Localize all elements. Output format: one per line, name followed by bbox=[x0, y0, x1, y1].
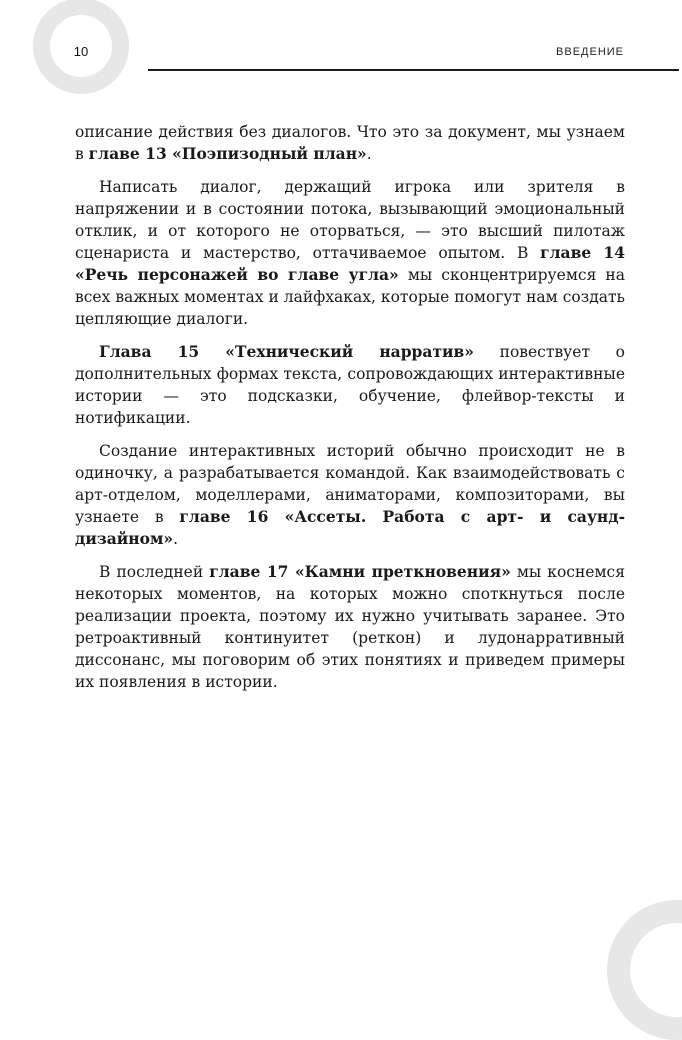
paragraph: В последней главе 17 «Камни преткновения» мы коснемся некоторых моментов, на которых можно споткнуться после реализации проекта, поэтому их нужно учитывать заранее. Это ретроактивный континуитет (реткон) и лудонарративный диссонанс, мы поговорим об этих понятиях и приведем примеры их появления в истории. bbox=[75, 562, 625, 691]
paragraph: Глава 15 «Технический нарратив» повествует о дополнительных формах текста, сопровождающих интерактивные истории — это подсказки, обучение, флейвор-тексты и нотификации. bbox=[75, 342, 625, 427]
page-number: 10 bbox=[73, 44, 89, 59]
body-text bbox=[75, 121, 625, 704]
section-title: ВВЕДЕНИЕ bbox=[556, 46, 624, 58]
paragraph: Создание интерактивных историй обычно происходит не в одиночку, а разрабатывается командой. Как взаимодействовать с арт-отделом, моделлерами, аниматорами, композиторами, вы узнаете в главе 16 «Ассеты. Работа с арт- и саунд-дизайном». bbox=[75, 442, 626, 548]
paragraph: описание действия без диалогов. Что это за документ, мы узнаем в главе 13 «Поэпизодный план». bbox=[75, 123, 625, 163]
decorative-ring-bottom bbox=[607, 900, 682, 1040]
header-rule bbox=[148, 69, 679, 71]
paragraph: Написать диалог, держащий игрока или зрителя в напряжении и в состоянии потока, вызывающий эмоциональный отклик, и от которого не оторваться, — это высший пилотаж сценариста и мастерство, оттачиваемое опытом. В главе 14 «Речь персонажей во главе угла» мы сконцентрируемся на всех важных моментах и лайфхаках, которые помогут нам создать цепляющие диалоги. bbox=[75, 178, 625, 328]
